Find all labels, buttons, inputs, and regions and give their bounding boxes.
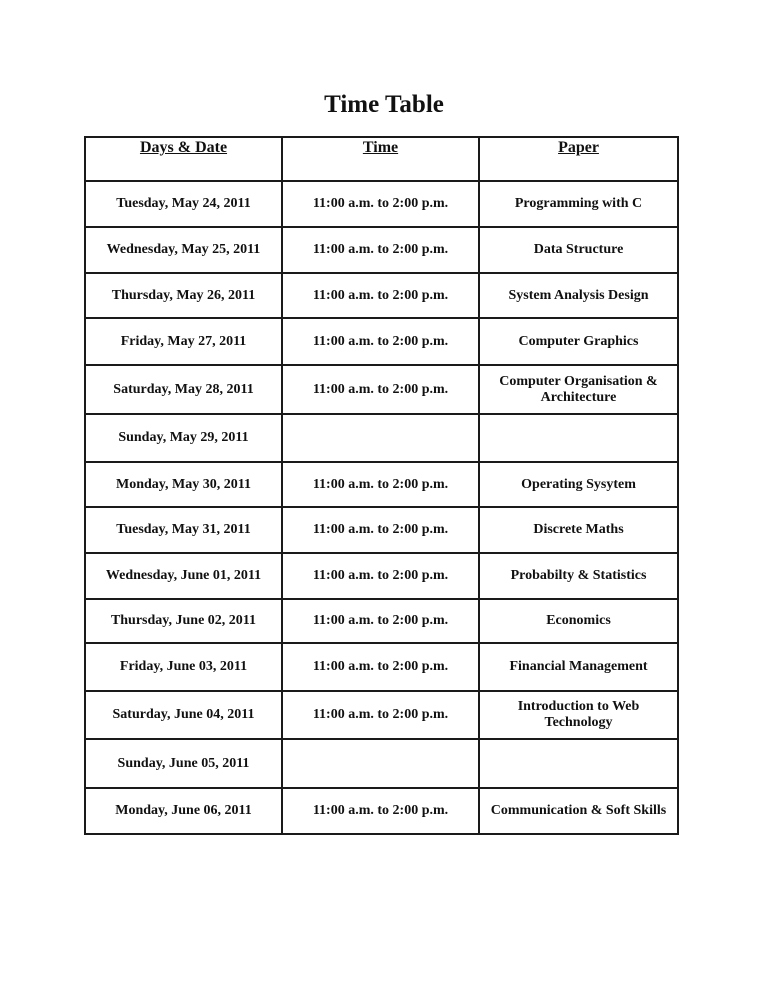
paper-cell: Data Structure bbox=[479, 227, 678, 273]
time-cell bbox=[282, 739, 479, 788]
date-cell: Thursday, May 26, 2011 bbox=[85, 273, 282, 318]
time-cell: 11:00 a.m. to 2:00 p.m. bbox=[282, 599, 479, 643]
table-row bbox=[85, 507, 678, 553]
column-header-time: Time bbox=[282, 137, 479, 181]
table-row bbox=[85, 691, 678, 739]
date-cell: Sunday, June 05, 2011 bbox=[85, 739, 282, 788]
date-cell: Monday, June 06, 2011 bbox=[85, 788, 282, 834]
paper-cell: System Analysis Design bbox=[479, 273, 678, 318]
date-cell: Tuesday, May 31, 2011 bbox=[85, 507, 282, 553]
date-cell: Wednesday, June 01, 2011 bbox=[85, 553, 282, 599]
table-row bbox=[85, 788, 678, 834]
timetable bbox=[84, 136, 679, 835]
paper-cell bbox=[479, 414, 678, 462]
table-row bbox=[85, 643, 678, 691]
time-cell: 11:00 a.m. to 2:00 p.m. bbox=[282, 553, 479, 599]
date-cell: Sunday, May 29, 2011 bbox=[85, 414, 282, 462]
paper-cell: Computer Organisation & Architecture bbox=[479, 365, 678, 414]
date-cell: Friday, May 27, 2011 bbox=[85, 318, 282, 365]
table-row bbox=[85, 739, 678, 788]
date-cell: Friday, June 03, 2011 bbox=[85, 643, 282, 691]
time-cell: 11:00 a.m. to 2:00 p.m. bbox=[282, 227, 479, 273]
table-row bbox=[85, 462, 678, 507]
table-row bbox=[85, 599, 678, 643]
time-cell: 11:00 a.m. to 2:00 p.m. bbox=[282, 318, 479, 365]
date-cell: Saturday, May 28, 2011 bbox=[85, 365, 282, 414]
time-cell: 11:00 a.m. to 2:00 p.m. bbox=[282, 643, 479, 691]
table-row bbox=[85, 227, 678, 273]
table-row bbox=[85, 273, 678, 318]
table-row bbox=[85, 365, 678, 414]
paper-cell: Operating Sysytem bbox=[479, 462, 678, 507]
column-header-paper: Paper bbox=[479, 137, 678, 181]
date-cell: Saturday, June 04, 2011 bbox=[85, 691, 282, 739]
time-cell: 11:00 a.m. to 2:00 p.m. bbox=[282, 181, 479, 227]
header-row bbox=[85, 137, 678, 181]
paper-cell: Discrete Maths bbox=[479, 507, 678, 553]
paper-cell: Programming with C bbox=[479, 181, 678, 227]
table-row bbox=[85, 553, 678, 599]
paper-cell: Probabilty & Statistics bbox=[479, 553, 678, 599]
time-cell: 11:00 a.m. to 2:00 p.m. bbox=[282, 365, 479, 414]
table-row bbox=[85, 414, 678, 462]
page-title: Time Table bbox=[324, 91, 444, 118]
time-cell bbox=[282, 414, 479, 462]
column-header-date: Days & Date bbox=[85, 137, 282, 181]
paper-cell: Economics bbox=[479, 599, 678, 643]
paper-cell: Financial Management bbox=[479, 643, 678, 691]
paper-cell: Computer Graphics bbox=[479, 318, 678, 365]
date-cell: Wednesday, May 25, 2011 bbox=[85, 227, 282, 273]
paper-cell: Communication & Soft Skills bbox=[479, 788, 678, 834]
paper-cell bbox=[479, 739, 678, 788]
date-cell: Thursday, June 02, 2011 bbox=[85, 599, 282, 643]
time-cell: 11:00 a.m. to 2:00 p.m. bbox=[282, 462, 479, 507]
table-row bbox=[85, 318, 678, 365]
time-cell: 11:00 a.m. to 2:00 p.m. bbox=[282, 691, 479, 739]
date-cell: Tuesday, May 24, 2011 bbox=[85, 181, 282, 227]
time-cell: 11:00 a.m. to 2:00 p.m. bbox=[282, 273, 479, 318]
time-cell: 11:00 a.m. to 2:00 p.m. bbox=[282, 788, 479, 834]
paper-cell: Introduction to Web Technology bbox=[479, 691, 678, 739]
table-row bbox=[85, 181, 678, 227]
time-cell: 11:00 a.m. to 2:00 p.m. bbox=[282, 507, 479, 553]
date-cell: Monday, May 30, 2011 bbox=[85, 462, 282, 507]
